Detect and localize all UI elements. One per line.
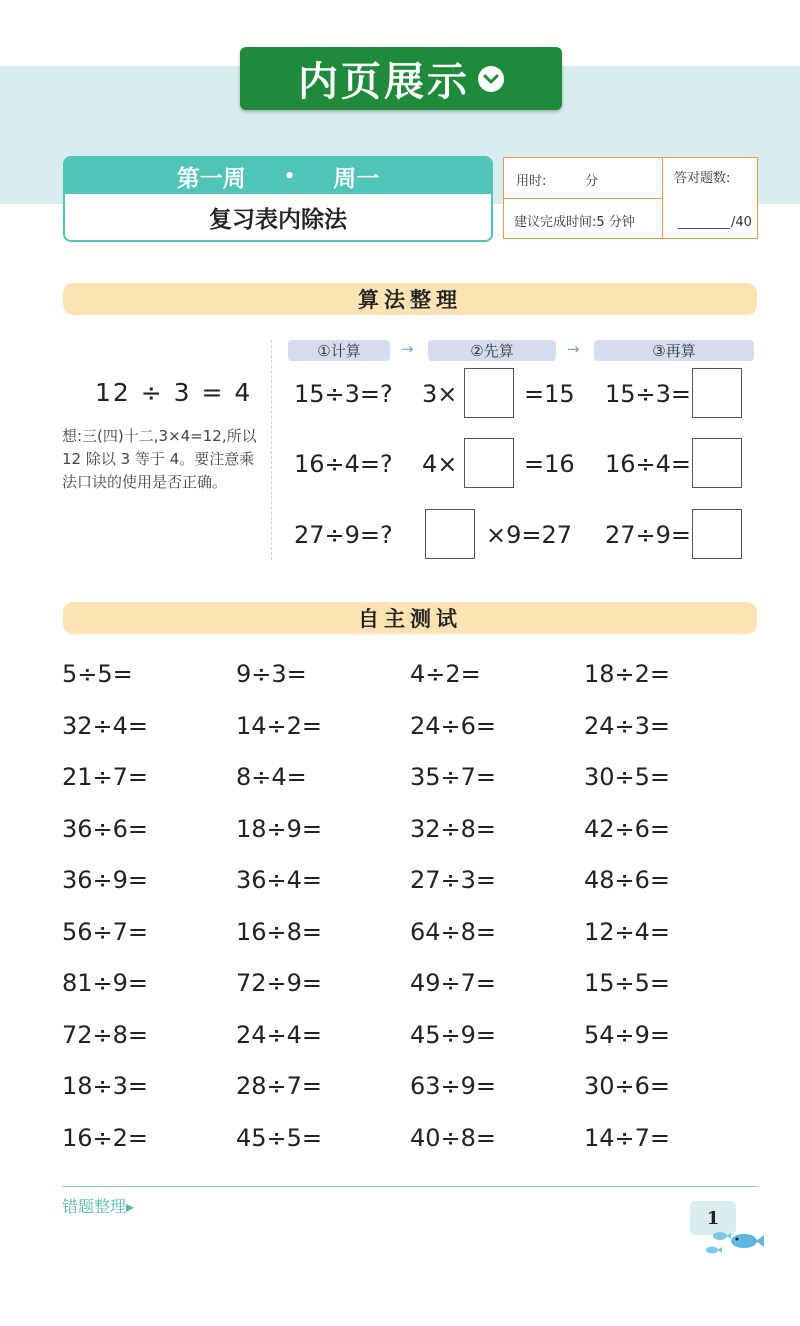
answer-box[interactable] [464, 368, 514, 418]
multiply-prefix: 4× [422, 450, 458, 478]
page-banner [240, 47, 562, 110]
answer-box[interactable] [692, 509, 742, 559]
final-expression: 15÷3= [605, 380, 692, 408]
problem-item: 72÷9= [236, 969, 323, 997]
stats-table [503, 157, 758, 239]
test-section-title: 自主测试 [63, 602, 757, 634]
banner-title: 内页展示 [298, 59, 470, 105]
mistakes-review-label: 错题整理▸ [62, 1197, 135, 1216]
lesson-title-box [63, 156, 493, 242]
problem-item: 56÷7= [62, 917, 149, 946]
problem-item: 36÷6= [62, 814, 149, 843]
problem-item: 42÷6= [584, 814, 671, 843]
example-note: 想:三(四)十二,3×4=12,所以 12 除以 3 等于 4。要注意乘法口诀的使用是否正确。 [62, 427, 257, 491]
problem-item: 8÷4= [236, 763, 307, 791]
problem-item: 24÷3= [584, 711, 671, 740]
page-number: 1 [690, 1201, 736, 1235]
problem-item: 72÷8= [62, 1020, 149, 1049]
multiply-prefix: 3× [422, 380, 458, 408]
answer-box[interactable] [692, 438, 742, 488]
problem-item: 16÷2= [62, 1123, 149, 1152]
problem-item: 14÷2= [236, 711, 323, 740]
answer-box[interactable] [425, 509, 475, 559]
arrow-right-icon: → [567, 340, 580, 358]
calc-expression: 16÷4=? [294, 450, 393, 478]
multiply-suffix: ×9=27 [486, 521, 573, 549]
example-equation: 12 ÷ 3 = 4 [95, 378, 253, 407]
problem-item: 32÷8= [410, 814, 497, 843]
problem-item: 36÷4= [236, 866, 323, 894]
chevron-down-icon [478, 66, 504, 92]
suggested-time: 建议完成时间:5 分钟 [514, 215, 635, 230]
problem-item: 30÷5= [584, 763, 671, 791]
problem-item: 45÷5= [236, 1123, 323, 1152]
problem-item: 35÷7= [410, 763, 497, 791]
week-separator: • [283, 165, 296, 187]
calc-expression: 15÷3=? [294, 380, 393, 408]
answer-box[interactable] [692, 368, 742, 418]
arrow-right-icon: → [401, 340, 414, 358]
problem-item: 24÷6= [410, 711, 497, 740]
problem-item: 40÷8= [410, 1123, 497, 1152]
problem-item: 18÷9= [236, 814, 323, 843]
problem-item: 32÷4= [62, 711, 149, 740]
problem-item: 49÷7= [410, 969, 497, 997]
problem-item: 15÷5= [584, 969, 671, 997]
week-header [65, 158, 491, 194]
problem-item: 5÷5= [62, 660, 133, 688]
problem-item: 28÷7= [236, 1072, 323, 1100]
problem-item: 18÷2= [584, 660, 671, 688]
problem-item: 54÷9= [584, 1020, 671, 1049]
week-label: 第一周 [176, 165, 246, 192]
time-used-label: 用时: [516, 174, 547, 189]
multiply-suffix: =15 [524, 380, 575, 408]
problem-item: 21÷7= [62, 763, 149, 791]
problem-item: 45÷9= [410, 1020, 497, 1049]
problem-item: 36÷9= [62, 866, 149, 894]
problem-item: 30÷6= [584, 1072, 671, 1100]
problem-item: 18÷3= [62, 1072, 149, 1100]
problem-item: 12÷4= [584, 917, 671, 946]
problem-item: 81÷9= [62, 969, 149, 997]
problem-item: 4÷2= [410, 660, 481, 688]
multiply-suffix: =16 [524, 450, 575, 478]
problem-item: 14÷7= [584, 1123, 671, 1152]
step-1-label: ①计算 [288, 340, 390, 361]
final-expression: 27÷9= [605, 521, 692, 549]
score-total: /40 [731, 215, 752, 230]
day-label: 周一 [333, 165, 380, 192]
step-2-label: ②先算 [428, 340, 556, 361]
final-expression: 16÷4= [605, 450, 692, 478]
algorithm-section-title: 算法整理 [63, 283, 757, 315]
footer-divider [62, 1186, 758, 1187]
score-blank [678, 214, 730, 229]
dashed-divider [271, 340, 272, 560]
lesson-topic: 复习表内除法 [209, 206, 347, 233]
answer-box[interactable] [464, 438, 514, 488]
problem-item: 64÷8= [410, 917, 497, 946]
time-unit: 分 [585, 174, 599, 189]
problem-item: 48÷6= [584, 866, 671, 894]
problem-item: 27÷3= [410, 866, 497, 894]
problem-item: 9÷3= [236, 660, 307, 688]
step-3-label: ③再算 [594, 340, 754, 361]
problem-item: 24÷4= [236, 1020, 323, 1049]
fish-icon [700, 1228, 766, 1258]
correct-count-label: 答对题数: [674, 171, 731, 186]
calc-expression: 27÷9=? [294, 521, 393, 549]
problem-item: 16÷8= [236, 917, 323, 946]
problem-item: 63÷9= [410, 1072, 497, 1100]
